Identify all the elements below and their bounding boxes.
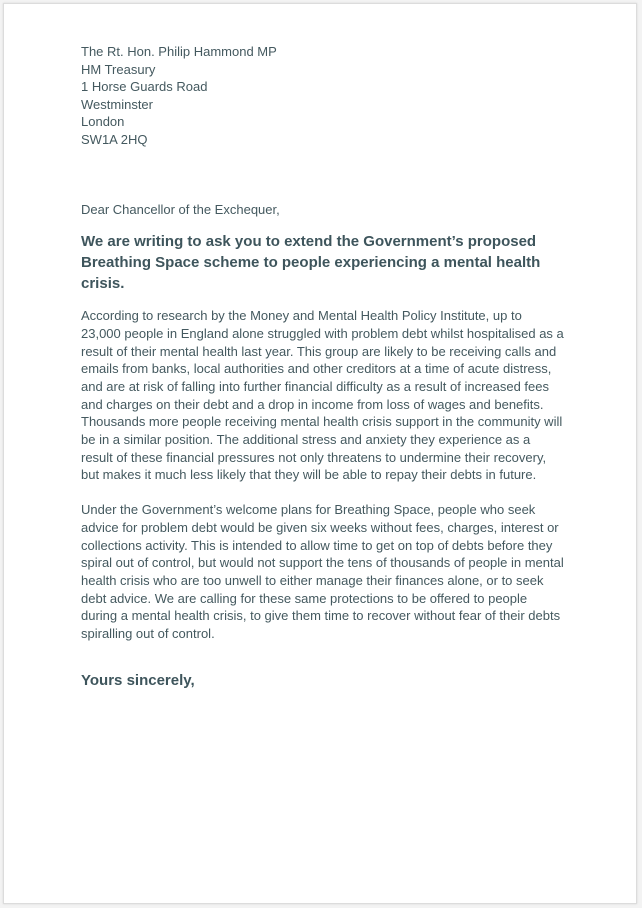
letter-content xyxy=(81,43,565,691)
address-line: 1 Horse Guards Road xyxy=(81,79,208,95)
address-line: HM Treasury xyxy=(81,61,156,77)
address-line: SW1A 2HQ xyxy=(81,131,148,147)
body-paragraph: According to research by the Money and Mental Health Policy Institute, up to 23,000 people in England alone struggled with problem debt whilst hospitalised as a result of their mental health last year. This group are likely to be receiving calls and emails from banks, local authorities and other creditors at a time of acute distress, and are at risk of falling into further financial difficulty as a result of increased fees and charges on their debt and a drop in income from loss of wages and benefits. Thousands more people receiving mental health crisis support in the community will be in a similar position. The additional stress and anxiety they experience as a result of these financial pressures not only threatens to undermine their recovery, but makes it much less likely that they will be able to repay their debts in future. xyxy=(81,308,564,483)
recipient-address xyxy=(81,43,565,149)
address-line: Westminster xyxy=(81,96,153,112)
address-line: London xyxy=(81,114,125,130)
letter-page xyxy=(3,3,637,904)
sign-off: Yours sincerely, xyxy=(81,671,195,689)
address-line: The Rt. Hon. Philip Hammond MP xyxy=(81,44,277,59)
letter-headline: We are writing to ask you to extend the Government’s proposed Breathing Space scheme to people experiencing a mental health crisis. xyxy=(81,233,541,293)
salutation: Dear Chancellor of the Exchequer, xyxy=(81,201,280,217)
body-paragraph: Under the Government’s welcome plans for Breathing Space, people who seek advice for problem debt would be given six weeks without fees, charges, interest or collections activity. This is intended to allow time to get on top of debts before they spiral out of control, but would not support the tens of thousands of people in mental health crisis who are too unwell to either manage their finances alone, or to seek debt advice. We are calling for these same protections to be offered to people during a mental health crisis, to give them time to recover without fear of their debts spiralling out of control. xyxy=(81,502,564,642)
